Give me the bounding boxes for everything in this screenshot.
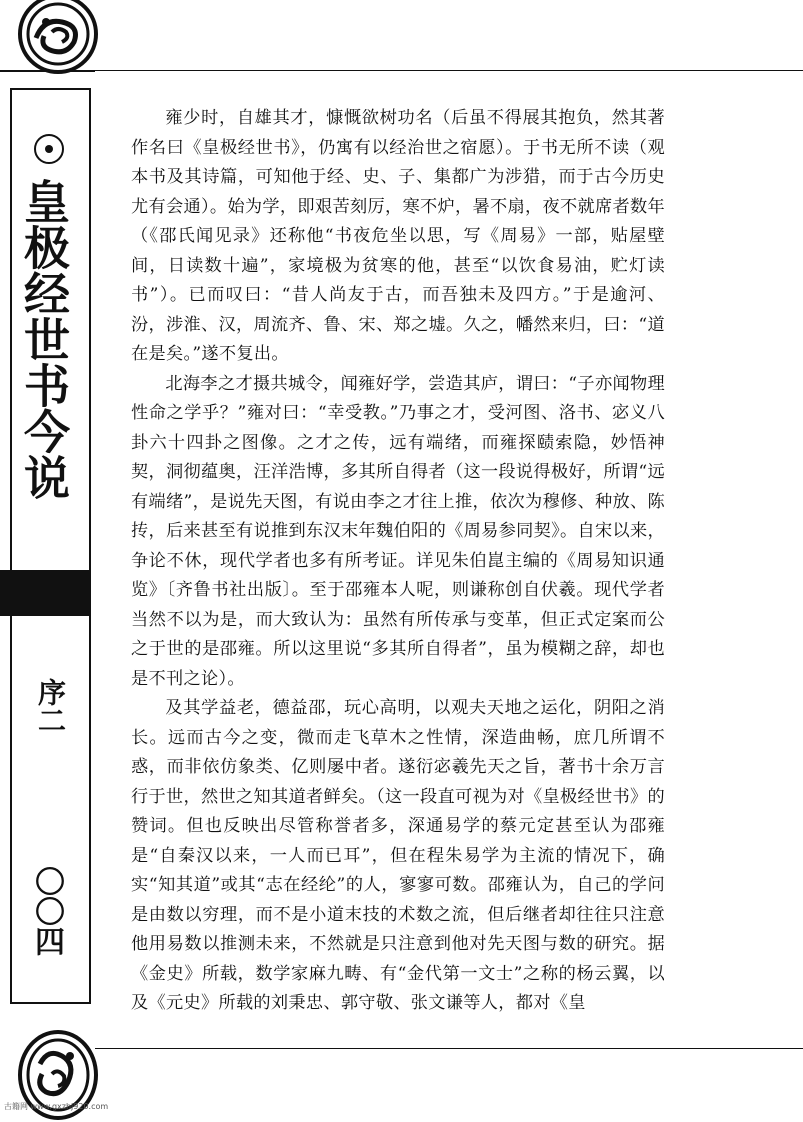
- page-number: 〇〇四: [29, 866, 64, 956]
- top-rule: [95, 70, 803, 71]
- paragraph: 及其学益老，德益邵，玩心高明，以观夫天地之运化，阴阳之消长。远而古今之变，微而走飞草木之性情，深造曲畅，庶几所谓不惑，而非依仿象类、亿则屡中者。遂衍宓羲先天之旨，著书十余万言行于世，然世之知其道者鲜矣。（这一段直可视为对《皇极经世书》的赞词。但也反映出尽管称誉者多，深通易学的蔡元定甚至认为邵雍是“自秦汉以来，一人而已耳”，但在程朱易学为主流的情况下，确实“知其道”或其“志在经纶”的人，寥寥可数。邵雍认为，自己的学问是由数以穷理，而不是小道末技的术数之流，但后继者却往往只注意他用易数以推测未来，不然就是只注意到他对先天图与数的研究。据《金史》所载，数学家麻九畴、有“金代第一文士”之称的杨云翼，以及《元史》所载的刘秉忠、郭守敬、张文谦等人，都对《皇: [131, 698, 665, 1013]
- header-divider: [0, 70, 95, 72]
- bottom-rule: [95, 1048, 803, 1049]
- paragraph: 雍少时，自雄其才，慷慨欲树功名（后虽不得展其抱负，然其著作名曰《皇极经世书》，仍寓有以经治世之宿愿）。于书无所不读（观本书及其诗篇，可知他于经、史、子、集都广为涉猎，而于古今历史尤有会通）。始为学，即艰苦刻厉，寒不炉，暑不扇，夜不就席者数年（《邵氏闻见录》还称他“书夜危坐以思，写《周易》一部，贴屋壁间，日读数十遍”，家境极为贫寒的他，甚至“以饮食易油，贮灯读书”）。已而叹曰：“昔人尚友于古，而吾独未及四方。”于是逾河、汾，涉淮、汉，周流齐、鲁、宋、郑之墟。久之，幡然来归，曰：“道在是矣。”遂不复出。: [131, 108, 665, 364]
- body-text: [131, 104, 665, 1019]
- seal-ornament-top-icon: [18, 0, 98, 74]
- black-band-divider: [0, 570, 90, 616]
- book-title: 皇极经世书今说: [17, 178, 71, 500]
- circle-dot-icon: [34, 134, 64, 164]
- paragraph: 北海李之才摄共城令，闻雍好学，尝造其庐，谓曰：“子亦闻物理性命之学乎？”雍对曰：“幸受教。”乃事之才，受河图、洛书、宓义八卦六十四卦之图像。之才之传，远有端绪，而雍探赜索隐，妙悟神契，洞彻蕴奥，汪洋浩博，多其所自得者（这一段说得极好，所谓“远有端绪”，是说先天图，有说由李之才往上推，依次为穆修、种放、陈抟，后来甚至有说推到东汉末年魏伯阳的《周易参同契》。自宋以来，争论不休，现代学者也多有所考证。详见朱伯崑主编的《周易知识通览》〔齐鲁书社出版〕。至于邵雍本人呢，则谦称创自伏羲。现代学者当然不以为是，而大致认为：虽然有所传承与变革，但正式定案而公之于世的是邵雍。所以这里说“多其所自得者”，虽为模糊之辞，却也是不刊之论）。: [131, 373, 665, 689]
- chapter-label: 序二: [34, 678, 67, 734]
- watermark: 古籍网 www.gxzhj920.com: [4, 1102, 109, 1111]
